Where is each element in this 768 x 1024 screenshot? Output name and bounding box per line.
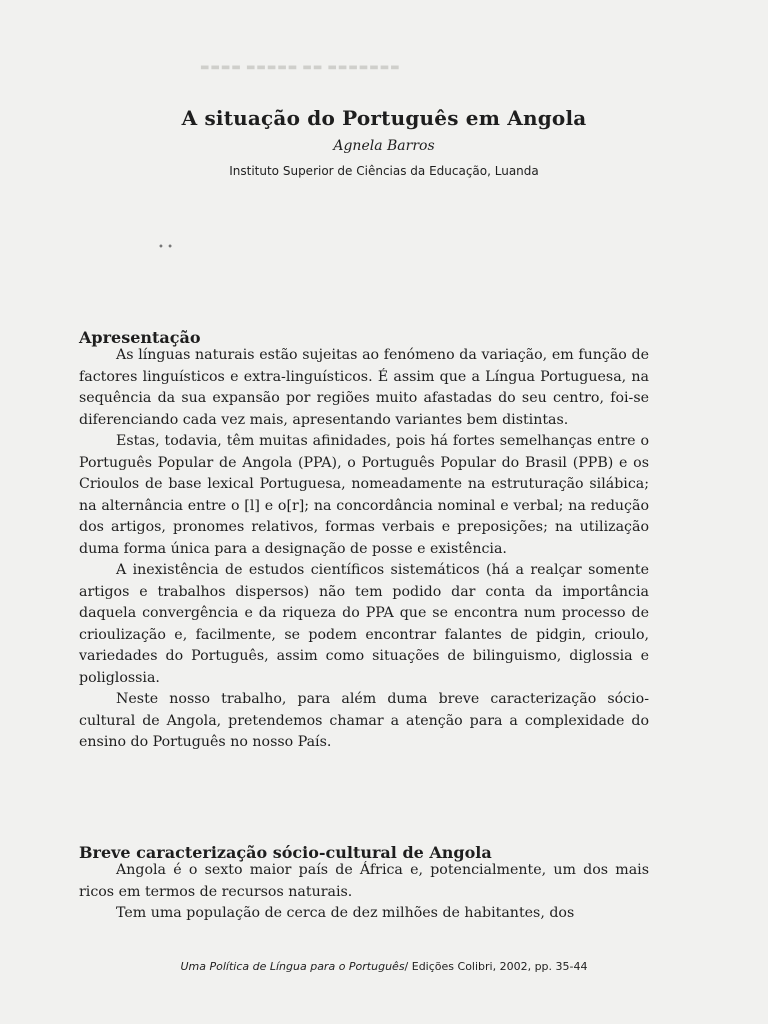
paragraph: As línguas naturais estão sujeitas ao fenómeno da variação, em função de factores linguísticos e extra-linguísticos. É assim que a Língua Portuguesa, na sequência da sua expansão por regiões muito afastadas do seu centro, foi-se diferenciando cada vez mais, apresentando variantes bem distintas. (79, 347, 649, 428)
article-title: A situação do Português em Angola (181, 106, 587, 131)
footer-publisher: / Edições Colibri, 2002, pp. 35-44 (404, 960, 588, 973)
footer-source-title: Uma Política de Língua para o Português (180, 960, 405, 973)
article-author: Agnela Barros (333, 138, 435, 154)
paragraph: Neste nosso trabalho, para além duma breve caracterização sócio-cultural de Angola, pretendemos chamar a atenção para a complexidade do ensino do Português no nosso País. (79, 691, 649, 750)
paragraph: Tem uma população de cerca de dez milhões de habitantes, dos (116, 905, 575, 921)
author-affiliation: Instituto Superior de Ciências da Educação, Luanda (229, 164, 539, 178)
page-footer (0, 960, 768, 973)
paragraph: Estas, todavia, têm muitas afinidades, pois há fortes semelhanças entre o Português Popular de Angola (PPA), o Português Popular do Brasil (PPB) e os Crioulos de base lexical Portuguesa, nomeadamente na estruturação silábica; na alternância entre o [l] e o[r]; na concordância nominal e verbal; na redução dos artigos, pronomes relativos, formas verbais e preposições; na utilização duma forma única para a designação de posse e existência. (79, 433, 649, 557)
section-heading-caracterizacao: Breve caracterização sócio-cultural de Angola (79, 843, 492, 863)
bleed-through-header: ▬▬▬▬ ▬▬▬▬▬ ▬▬ ▬▬▬▬▬▬▬ (200, 62, 401, 73)
section-heading-apresentacao: Apresentação (79, 328, 201, 348)
paragraph: Angola é o sexto maior país de África e, potencialmente, um dos mais ricos em termos de recursos naturais. (79, 862, 649, 900)
section-body-apresentacao (79, 345, 649, 754)
section-body-caracterizacao (79, 860, 649, 925)
paragraph: A inexistência de estudos científicos sistemáticos (há a realçar somente artigos e trabalhos dispersos) não tem podido dar conta da importância daquela convergência e da riqueza do PPA que se encontra num processo de crioulização e, facilmente, se podem encontrar falantes de pidgin, crioulo, variedades do Português, assim como situações de bilinguismo, diglossia e poliglossia. (79, 562, 649, 686)
speck-marks: • • (158, 242, 173, 253)
